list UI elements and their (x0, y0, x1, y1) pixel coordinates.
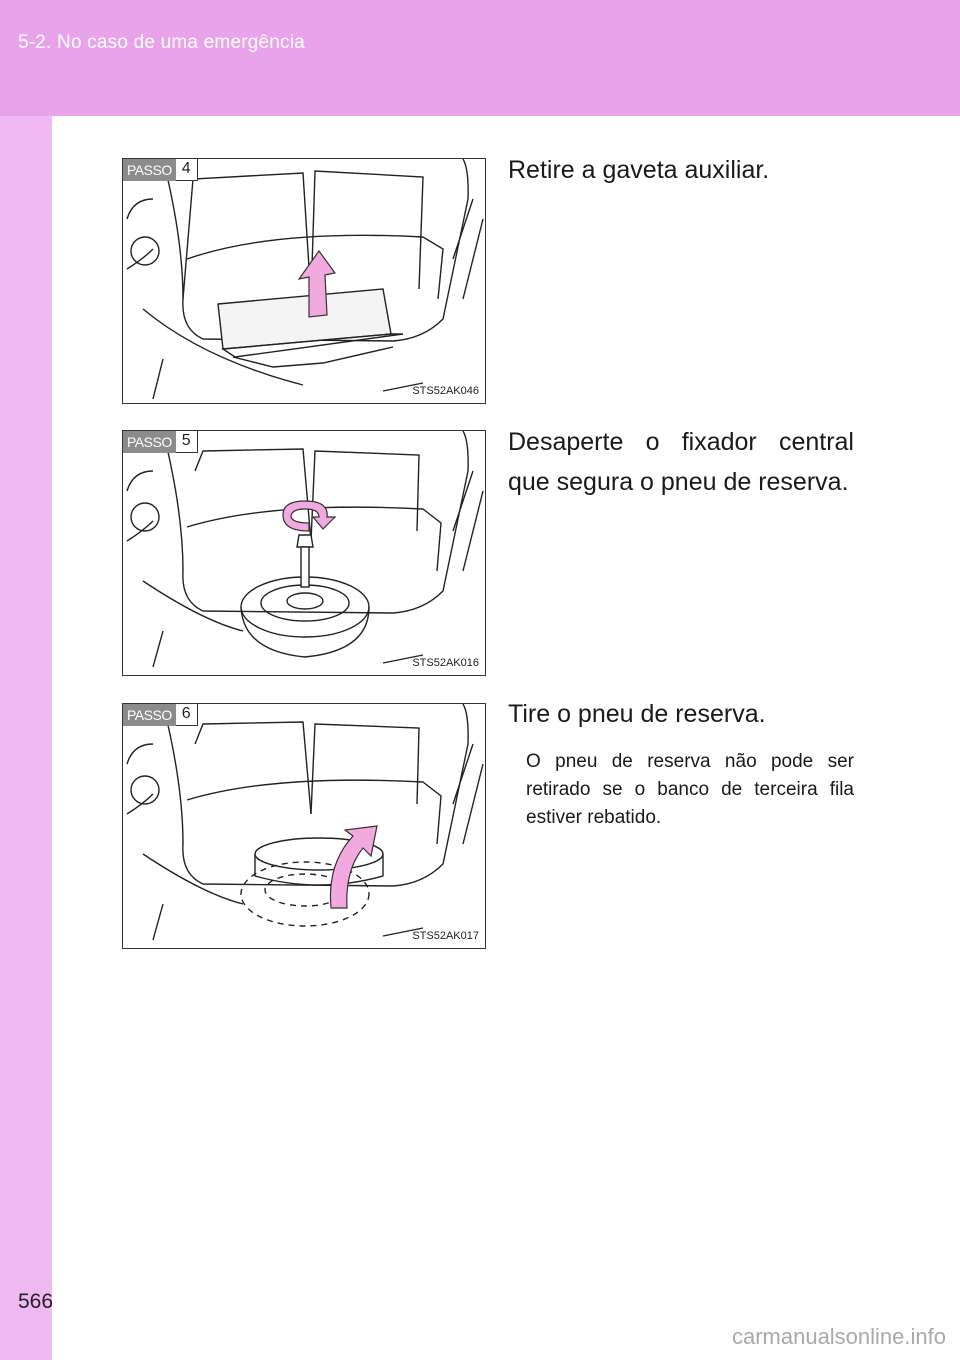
step-label: PASSO (123, 431, 176, 453)
step-note: O pneu de reserva não pode ser retirado se o banco de terceira fila estiver rebatido. (526, 751, 854, 828)
step-badge (123, 431, 198, 453)
step-badge (123, 704, 198, 726)
step-instruction: Retire a gaveta auxiliar. (508, 156, 770, 184)
bolt (297, 535, 313, 587)
chapter-title: 5-2. No caso de uma emergência (18, 32, 305, 53)
figure-step-5 (122, 430, 486, 676)
step-number: 4 (176, 159, 198, 181)
figure-step-6 (122, 703, 486, 949)
trunk-drawer-illustration (123, 159, 486, 404)
page-number: 566 (18, 1290, 54, 1313)
step-badge (123, 159, 198, 181)
chapter-header (0, 0, 960, 116)
step-label: PASSO (123, 704, 176, 726)
step-label: PASSO (123, 159, 176, 181)
figure-step-4 (122, 158, 486, 404)
spare-tire-fastener-illustration (123, 431, 486, 676)
figure-code: STS52AK046 (412, 385, 479, 397)
figure-code: STS52AK016 (412, 657, 479, 669)
step-instruction: Desaperte o fixador central que segura o pneu de reserva. (508, 428, 854, 496)
side-tab (0, 116, 52, 1360)
watermark: carmanualsonline.info (731, 1324, 946, 1349)
step-instruction: Tire o pneu de reserva. (508, 700, 766, 728)
step-number: 6 (176, 704, 198, 726)
remove-spare-tire-illustration (123, 704, 486, 949)
figure-code: STS52AK017 (412, 930, 479, 942)
step-number: 5 (176, 431, 198, 453)
